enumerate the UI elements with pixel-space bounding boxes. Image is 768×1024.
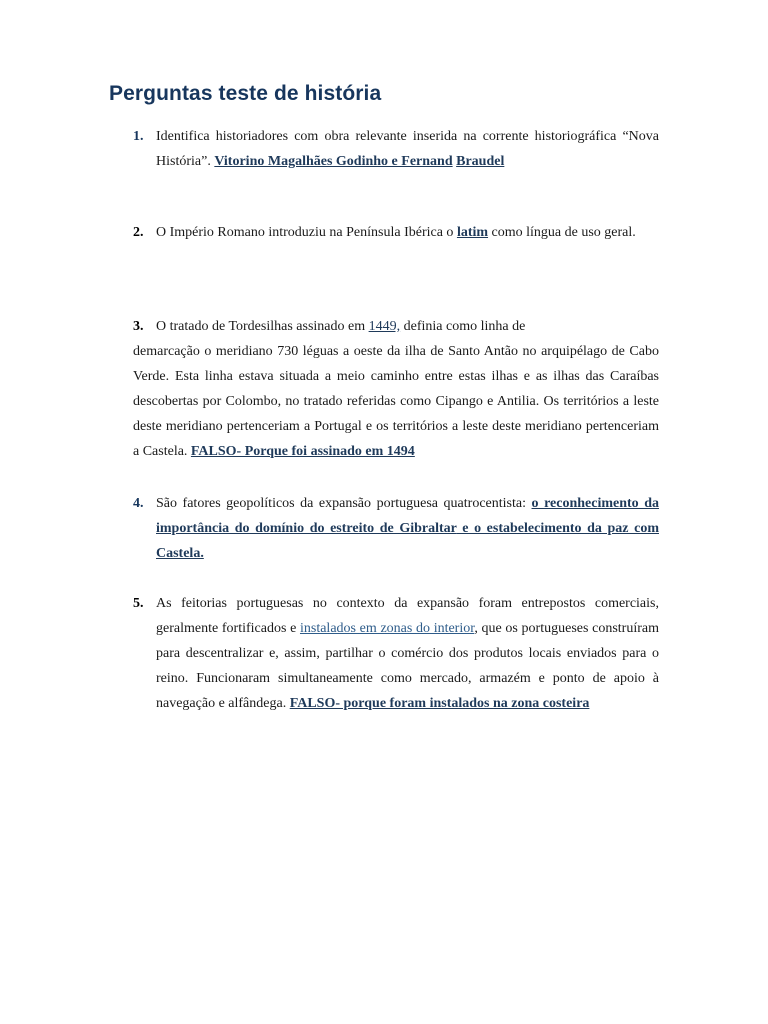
question-statement-end: como língua de uso geral. — [488, 225, 636, 240]
answer-link-2[interactable]: e o estabelecimento da paz com Castela. — [156, 521, 659, 561]
question-number: 3. — [133, 319, 144, 334]
question-3 — [133, 314, 659, 464]
answer-link[interactable]: latim — [456, 225, 489, 240]
question-statement: O Império Romano introduziu na Península Ibérica o — [156, 225, 457, 240]
question-text — [156, 124, 659, 174]
question-body: demarcação o meridiano 730 léguas a oeste da ilha de Santo Antão no arquipélago de Cabo Verde. Esta linha estava situada a meio caminho entre estas ilhas e as ilhas das Caraíbas descobertas por Colombo, no tratado referidas como Cipango e Antilia. Os territórios a leste deste meridiano pertenceriam a Portugal e os territórios a leste deste meridiano pertenceriam a Castela. — [133, 344, 659, 459]
question-statement: São fatores geopolíticos da expansão portuguesa quatrocentista: — [156, 496, 532, 511]
year-link[interactable]: 1449, — [368, 319, 401, 334]
answer-link[interactable]: FALSO- porque foram instalados na zona costeira — [289, 696, 590, 711]
question-text — [156, 220, 659, 245]
question-text — [156, 491, 659, 566]
question-2 — [133, 220, 659, 245]
answer-link[interactable]: FALSO- Porque foi assinado em 1494 — [190, 444, 415, 459]
question-number: 5. — [133, 596, 144, 611]
question-statement-end: , que os portugueses construíram para descentralizar e, assim, partilhar o comércio dos produtos locais enviados para o reino. Funcionaram simultaneamente como mercado, armazém e ponto de apoio à navegação e alfândega. — [156, 621, 659, 711]
answer-link-2[interactable]: Braudel — [456, 154, 505, 169]
page-title: Perguntas teste de história — [109, 82, 382, 105]
question-number: 2. — [133, 225, 144, 240]
question-4 — [133, 491, 659, 566]
answer-link[interactable]: Vitorino Magalhães Godinho e Fernand — [214, 154, 453, 169]
answer-link[interactable]: o reconhecimento da importância do domínio do estreito de Gibraltar — [156, 496, 660, 536]
question-5 — [133, 591, 659, 716]
highlight-link[interactable]: instalados em zonas do interior — [299, 621, 475, 636]
question-statement: As feitorias portuguesas no contexto da expansão foram entrepostos comerciais, geralmente fortificados e — [156, 596, 659, 636]
question-statement-cont: definia como linha de — [400, 319, 526, 334]
question-number: 1. — [133, 129, 144, 144]
question-first-line — [133, 314, 659, 339]
question-text — [133, 339, 659, 464]
question-1 — [133, 124, 659, 174]
question-number: 4. — [133, 496, 144, 511]
question-statement: O tratado de Tordesilhas assinado em — [156, 319, 369, 334]
question-text — [156, 591, 659, 716]
question-statement: Identifica historiadores com obra relevante inserida na corrente historiográfica “Nova História”. — [156, 129, 659, 169]
